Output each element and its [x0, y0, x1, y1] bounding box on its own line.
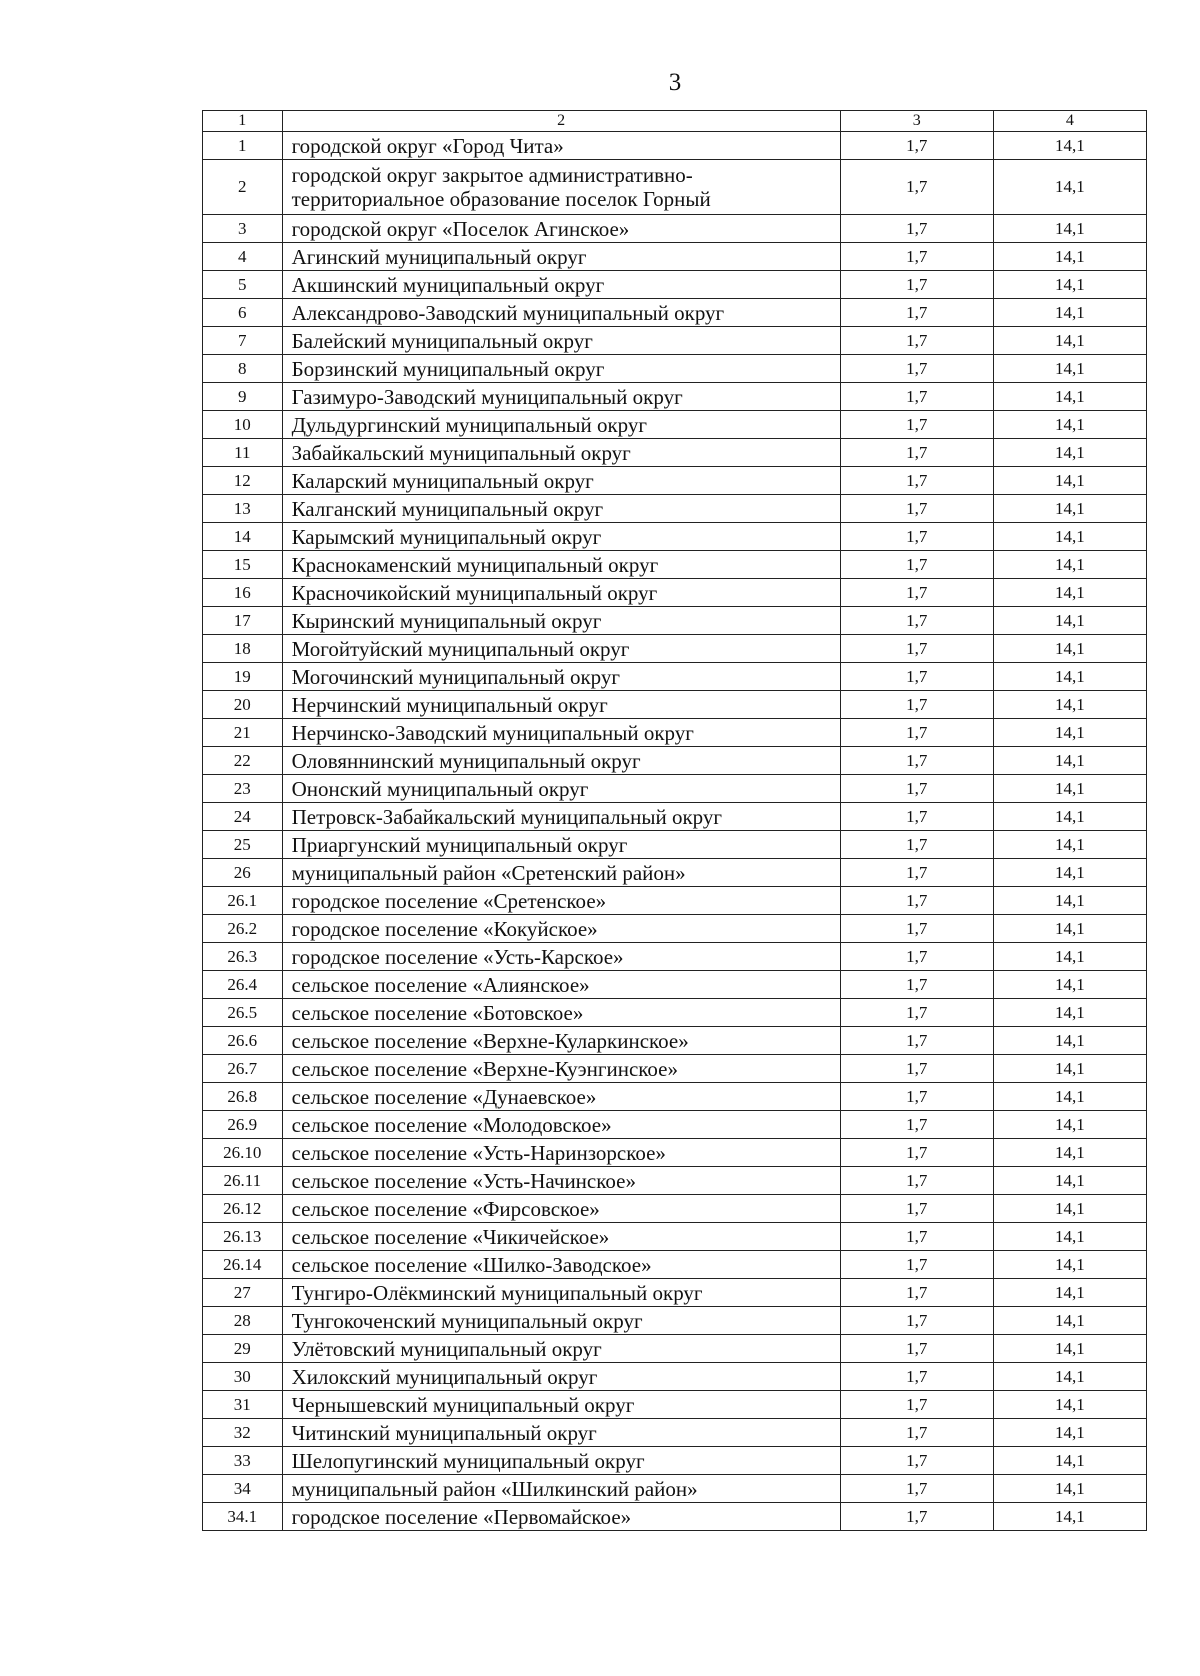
row-number-cell: 19 [203, 663, 283, 691]
table-row [203, 943, 1147, 971]
row-col3-cell: 1,7 [840, 971, 993, 999]
table-row [203, 1083, 1147, 1111]
row-name-cell: сельское поселение «Молодовское» [282, 1111, 840, 1139]
table-header-row [203, 111, 1147, 132]
row-number-cell: 26.4 [203, 971, 283, 999]
row-col3-cell: 1,7 [840, 1167, 993, 1195]
row-col3-cell: 1,7 [840, 1251, 993, 1279]
row-col4-cell: 14,1 [993, 607, 1146, 635]
row-col3-cell: 1,7 [840, 411, 993, 439]
row-col4-cell: 14,1 [993, 943, 1146, 971]
row-number-cell: 33 [203, 1447, 283, 1475]
row-col4-cell: 14,1 [993, 579, 1146, 607]
row-col4-cell: 14,1 [993, 1419, 1146, 1447]
row-number-cell: 9 [203, 383, 283, 411]
row-col4-cell: 14,1 [993, 327, 1146, 355]
row-col4-cell: 14,1 [993, 215, 1146, 243]
row-number-cell: 23 [203, 775, 283, 803]
row-name-cell: Чернышевский муниципальный округ [282, 1391, 840, 1419]
row-number-cell: 20 [203, 691, 283, 719]
row-col3-cell: 1,7 [840, 271, 993, 299]
header-cell-2: 2 [282, 111, 840, 132]
row-col3-cell: 1,7 [840, 160, 993, 215]
row-col3-cell: 1,7 [840, 859, 993, 887]
row-number-cell: 30 [203, 1363, 283, 1391]
row-col3-cell: 1,7 [840, 1027, 993, 1055]
row-col3-cell: 1,7 [840, 495, 993, 523]
row-col4-cell: 14,1 [993, 160, 1146, 215]
table-row [203, 243, 1147, 271]
row-name-cell: городское поселение «Кокуйское» [282, 915, 840, 943]
row-name-cell: городской округ закрытое административно-территориальное образование поселок Горный [282, 160, 840, 215]
row-col3-cell: 1,7 [840, 1419, 993, 1447]
table-row [203, 1503, 1147, 1531]
row-col4-cell: 14,1 [993, 747, 1146, 775]
row-name-cell: Шелопугинский муниципальный округ [282, 1447, 840, 1475]
row-col4-cell: 14,1 [993, 1251, 1146, 1279]
row-number-cell: 26.3 [203, 943, 283, 971]
row-col3-cell: 1,7 [840, 607, 993, 635]
row-col3-cell: 1,7 [840, 523, 993, 551]
row-name-cell: городское поселение «Сретенское» [282, 887, 840, 915]
table-row [203, 635, 1147, 663]
row-number-cell: 26.10 [203, 1139, 283, 1167]
row-number-cell: 26.13 [203, 1223, 283, 1251]
row-number-cell: 21 [203, 719, 283, 747]
row-name-cell: городской округ «Город Чита» [282, 132, 840, 160]
row-col4-cell: 14,1 [993, 1167, 1146, 1195]
row-col4-cell: 14,1 [993, 467, 1146, 495]
row-number-cell: 13 [203, 495, 283, 523]
row-name-cell: Калганский муниципальный округ [282, 495, 840, 523]
row-col3-cell: 1,7 [840, 915, 993, 943]
row-name-cell: Газимуро-Заводский муниципальный округ [282, 383, 840, 411]
row-col3-cell: 1,7 [840, 831, 993, 859]
row-number-cell: 2 [203, 160, 283, 215]
row-col4-cell: 14,1 [993, 1139, 1146, 1167]
table-row [203, 355, 1147, 383]
table-row [203, 523, 1147, 551]
row-number-cell: 16 [203, 579, 283, 607]
table-row [203, 1447, 1147, 1475]
row-col4-cell: 14,1 [993, 971, 1146, 999]
row-name-cell: Забайкальский муниципальный округ [282, 439, 840, 467]
table-row [203, 1055, 1147, 1083]
row-col4-cell: 14,1 [993, 1055, 1146, 1083]
row-col4-cell: 14,1 [993, 803, 1146, 831]
row-number-cell: 26.8 [203, 1083, 283, 1111]
row-number-cell: 34 [203, 1475, 283, 1503]
row-name-cell: Акшинский муниципальный округ [282, 271, 840, 299]
row-name-cell: Хилокский муниципальный округ [282, 1363, 840, 1391]
table-row [203, 271, 1147, 299]
row-col3-cell: 1,7 [840, 663, 993, 691]
row-col3-cell: 1,7 [840, 1447, 993, 1475]
row-col4-cell: 14,1 [993, 1083, 1146, 1111]
row-number-cell: 34.1 [203, 1503, 283, 1531]
table-row [203, 551, 1147, 579]
row-name-cell: Карымский муниципальный округ [282, 523, 840, 551]
row-number-cell: 26.2 [203, 915, 283, 943]
row-name-cell: Дульдургинский муниципальный округ [282, 411, 840, 439]
page-number: 3 [668, 69, 682, 96]
row-col4-cell: 14,1 [993, 1307, 1146, 1335]
table-row [203, 971, 1147, 999]
row-number-cell: 32 [203, 1419, 283, 1447]
row-col3-cell: 1,7 [840, 579, 993, 607]
table-row [203, 467, 1147, 495]
row-col4-cell: 14,1 [993, 1503, 1146, 1531]
header-cell-1: 1 [203, 111, 283, 132]
row-number-cell: 11 [203, 439, 283, 467]
row-name-cell: сельское поселение «Чикичейское» [282, 1223, 840, 1251]
table-row [203, 915, 1147, 943]
table-row [203, 299, 1147, 327]
row-number-cell: 26.9 [203, 1111, 283, 1139]
table-row [203, 327, 1147, 355]
row-name-cell: сельское поселение «Усть-Начинское» [282, 1167, 840, 1195]
table-row [203, 691, 1147, 719]
table-row [203, 999, 1147, 1027]
row-col3-cell: 1,7 [840, 803, 993, 831]
row-col3-cell: 1,7 [840, 1223, 993, 1251]
row-name-cell: Каларский муниципальный округ [282, 467, 840, 495]
row-col4-cell: 14,1 [993, 691, 1146, 719]
row-name-cell: Краснокаменский муниципальный округ [282, 551, 840, 579]
row-col4-cell: 14,1 [993, 439, 1146, 467]
row-col4-cell: 14,1 [993, 411, 1146, 439]
row-col4-cell: 14,1 [993, 523, 1146, 551]
table-row [203, 1475, 1147, 1503]
table-row [203, 215, 1147, 243]
row-col4-cell: 14,1 [993, 831, 1146, 859]
row-name-cell: Ононский муниципальный округ [282, 775, 840, 803]
table-row [203, 1279, 1147, 1307]
row-col3-cell: 1,7 [840, 635, 993, 663]
row-col4-cell: 14,1 [993, 495, 1146, 523]
row-name-cell: сельское поселение «Фирсовское» [282, 1195, 840, 1223]
row-name-cell: сельское поселение «Ботовское» [282, 999, 840, 1027]
row-number-cell: 17 [203, 607, 283, 635]
row-number-cell: 15 [203, 551, 283, 579]
table-row [203, 1167, 1147, 1195]
row-col3-cell: 1,7 [840, 1503, 993, 1531]
row-number-cell: 26.6 [203, 1027, 283, 1055]
row-col4-cell: 14,1 [993, 551, 1146, 579]
row-name-cell: сельское поселение «Верхне-Куэнгинское» [282, 1055, 840, 1083]
row-number-cell: 26 [203, 859, 283, 887]
row-col4-cell: 14,1 [993, 1027, 1146, 1055]
row-col3-cell: 1,7 [840, 299, 993, 327]
row-col3-cell: 1,7 [840, 999, 993, 1027]
row-number-cell: 6 [203, 299, 283, 327]
row-name-cell: сельское поселение «Верхне-Куларкинское» [282, 1027, 840, 1055]
table-row [203, 1391, 1147, 1419]
table-row [203, 439, 1147, 467]
row-col4-cell: 14,1 [993, 1447, 1146, 1475]
table-row [203, 859, 1147, 887]
row-name-cell: сельское поселение «Дунаевское» [282, 1083, 840, 1111]
row-number-cell: 24 [203, 803, 283, 831]
row-name-cell: Борзинский муниципальный округ [282, 355, 840, 383]
row-name-cell: Читинский муниципальный округ [282, 1419, 840, 1447]
row-col3-cell: 1,7 [840, 1083, 993, 1111]
row-col4-cell: 14,1 [993, 271, 1146, 299]
table-row [203, 132, 1147, 160]
table-row [203, 383, 1147, 411]
table-row [203, 1223, 1147, 1251]
row-col3-cell: 1,7 [840, 1391, 993, 1419]
table-row [203, 719, 1147, 747]
row-col4-cell: 14,1 [993, 999, 1146, 1027]
row-name-cell: муниципальный район «Сретенский район» [282, 859, 840, 887]
row-col3-cell: 1,7 [840, 1475, 993, 1503]
row-col4-cell: 14,1 [993, 1195, 1146, 1223]
row-col4-cell: 14,1 [993, 635, 1146, 663]
table-row [203, 1027, 1147, 1055]
row-name-cell: Агинский муниципальный округ [282, 243, 840, 271]
row-name-cell: Александрово-Заводский муниципальный округ [282, 299, 840, 327]
row-number-cell: 26.11 [203, 1167, 283, 1195]
row-number-cell: 27 [203, 1279, 283, 1307]
row-name-cell: городское поселение «Усть-Карское» [282, 943, 840, 971]
row-name-cell: Тунгиро-Олёкминский муниципальный округ [282, 1279, 840, 1307]
table-row [203, 1111, 1147, 1139]
row-col4-cell: 14,1 [993, 1363, 1146, 1391]
row-number-cell: 5 [203, 271, 283, 299]
row-number-cell: 26.5 [203, 999, 283, 1027]
row-col4-cell: 14,1 [993, 1279, 1146, 1307]
row-name-cell: городское поселение «Первомайское» [282, 1503, 840, 1531]
row-col4-cell: 14,1 [993, 299, 1146, 327]
row-col3-cell: 1,7 [840, 132, 993, 160]
table-row [203, 160, 1147, 215]
row-number-cell: 26.1 [203, 887, 283, 915]
table-row [203, 1363, 1147, 1391]
row-col3-cell: 1,7 [840, 775, 993, 803]
row-name-cell: Могочинский муниципальный округ [282, 663, 840, 691]
row-col4-cell: 14,1 [993, 1335, 1146, 1363]
row-col3-cell: 1,7 [840, 943, 993, 971]
row-number-cell: 7 [203, 327, 283, 355]
table-row [203, 1139, 1147, 1167]
row-col3-cell: 1,7 [840, 467, 993, 495]
row-col3-cell: 1,7 [840, 719, 993, 747]
row-name-cell: городской округ «Поселок Агинское» [282, 215, 840, 243]
row-number-cell: 22 [203, 747, 283, 775]
row-name-cell: Приаргунский муниципальный округ [282, 831, 840, 859]
row-name-cell: сельское поселение «Усть-Наринзорское» [282, 1139, 840, 1167]
row-name-cell: Балейский муниципальный округ [282, 327, 840, 355]
row-col3-cell: 1,7 [840, 1111, 993, 1139]
row-name-cell: Нерчинско-Заводский муниципальный округ [282, 719, 840, 747]
row-col3-cell: 1,7 [840, 439, 993, 467]
row-col3-cell: 1,7 [840, 691, 993, 719]
row-name-cell: Оловяннинский муниципальный округ [282, 747, 840, 775]
row-col3-cell: 1,7 [840, 383, 993, 411]
row-number-cell: 12 [203, 467, 283, 495]
row-col3-cell: 1,7 [840, 1335, 993, 1363]
row-col4-cell: 14,1 [993, 383, 1146, 411]
table-row [203, 831, 1147, 859]
row-col3-cell: 1,7 [840, 551, 993, 579]
row-col3-cell: 1,7 [840, 1363, 993, 1391]
table-row [203, 1335, 1147, 1363]
row-col4-cell: 14,1 [993, 1223, 1146, 1251]
row-number-cell: 8 [203, 355, 283, 383]
row-col3-cell: 1,7 [840, 887, 993, 915]
row-number-cell: 26.14 [203, 1251, 283, 1279]
row-name-cell: муниципальный район «Шилкинский район» [282, 1475, 840, 1503]
header-cell-4: 4 [993, 111, 1146, 132]
row-col3-cell: 1,7 [840, 1139, 993, 1167]
row-col3-cell: 1,7 [840, 215, 993, 243]
row-col4-cell: 14,1 [993, 859, 1146, 887]
row-number-cell: 26.7 [203, 1055, 283, 1083]
data-table [202, 110, 1147, 1531]
row-number-cell: 28 [203, 1307, 283, 1335]
table-row [203, 1419, 1147, 1447]
row-col3-cell: 1,7 [840, 1055, 993, 1083]
row-col4-cell: 14,1 [993, 887, 1146, 915]
row-number-cell: 26.12 [203, 1195, 283, 1223]
table-row [203, 1251, 1147, 1279]
row-number-cell: 25 [203, 831, 283, 859]
row-col4-cell: 14,1 [993, 915, 1146, 943]
table-row [203, 1195, 1147, 1223]
row-col3-cell: 1,7 [840, 747, 993, 775]
row-name-cell: Могойтуйский муниципальный округ [282, 635, 840, 663]
header-cell-3: 3 [840, 111, 993, 132]
row-name-cell: сельское поселение «Алиянское» [282, 971, 840, 999]
table-row [203, 775, 1147, 803]
row-number-cell: 18 [203, 635, 283, 663]
row-name-cell: Кыринский муниципальный округ [282, 607, 840, 635]
row-col3-cell: 1,7 [840, 1307, 993, 1335]
table-row [203, 803, 1147, 831]
row-number-cell: 31 [203, 1391, 283, 1419]
table-row [203, 663, 1147, 691]
row-col4-cell: 14,1 [993, 355, 1146, 383]
table-body [203, 111, 1147, 1531]
table-row [203, 747, 1147, 775]
row-col4-cell: 14,1 [993, 1111, 1146, 1139]
row-col3-cell: 1,7 [840, 355, 993, 383]
row-number-cell: 1 [203, 132, 283, 160]
table-row [203, 887, 1147, 915]
row-col3-cell: 1,7 [840, 1279, 993, 1307]
row-col4-cell: 14,1 [993, 719, 1146, 747]
row-col4-cell: 14,1 [993, 775, 1146, 803]
row-name-cell: Красночикойский муниципальный округ [282, 579, 840, 607]
row-col3-cell: 1,7 [840, 327, 993, 355]
row-name-cell: Тунгокоченский муниципальный округ [282, 1307, 840, 1335]
row-number-cell: 3 [203, 215, 283, 243]
row-name-cell: Улётовский муниципальный округ [282, 1335, 840, 1363]
row-number-cell: 29 [203, 1335, 283, 1363]
row-col4-cell: 14,1 [993, 663, 1146, 691]
row-col4-cell: 14,1 [993, 1475, 1146, 1503]
row-name-cell: сельское поселение «Шилко-Заводское» [282, 1251, 840, 1279]
row-col4-cell: 14,1 [993, 1391, 1146, 1419]
row-number-cell: 10 [203, 411, 283, 439]
row-number-cell: 4 [203, 243, 283, 271]
row-number-cell: 14 [203, 523, 283, 551]
row-col4-cell: 14,1 [993, 132, 1146, 160]
row-col3-cell: 1,7 [840, 1195, 993, 1223]
table-row [203, 607, 1147, 635]
table-row [203, 411, 1147, 439]
row-col3-cell: 1,7 [840, 243, 993, 271]
row-col4-cell: 14,1 [993, 243, 1146, 271]
table-row [203, 579, 1147, 607]
row-name-cell: Нерчинский муниципальный округ [282, 691, 840, 719]
row-name-cell: Петровск-Забайкальский муниципальный округ [282, 803, 840, 831]
table-row [203, 495, 1147, 523]
table-row [203, 1307, 1147, 1335]
